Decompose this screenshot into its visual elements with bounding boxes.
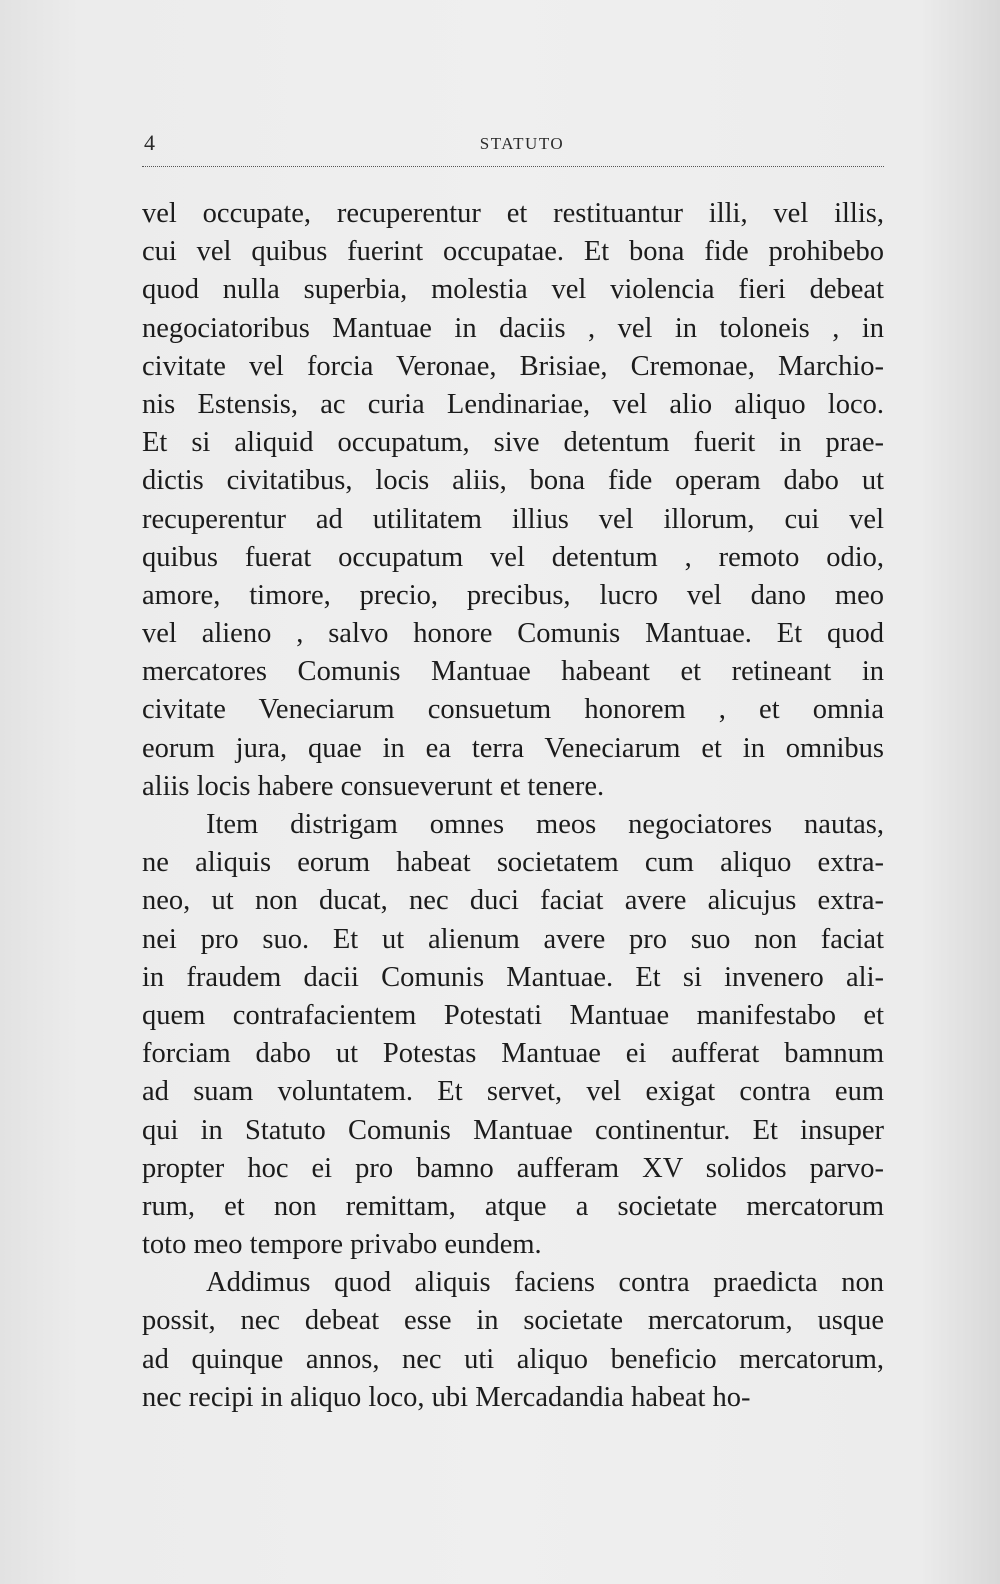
text-line: toto meo tempore privabo eundem. [142, 1229, 542, 1261]
text-line: Addimus quod aliquis faciens contra praedicta non [206, 1267, 884, 1299]
paragraph [142, 806, 884, 1264]
text-line: qui in Statuto Comunis Mantuae continentur. Et insuper [142, 1114, 884, 1146]
text-line: ad quinque annos, nec uti aliquo beneficio mercatorum, [142, 1343, 884, 1375]
text-line: recuperentur ad utilitatem illius vel illorum, cui vel [142, 503, 884, 535]
text-line: civitate vel forcia Veronae, Brisiae, Cremonae, Marchio- [142, 350, 884, 382]
text-line: quod nulla superbia, molestia vel violencia fieri debeat [142, 274, 884, 306]
header-rule [142, 166, 884, 167]
text-line: rum, et non remittam, atque a societate mercatorum [142, 1190, 884, 1222]
page-number: 4 [144, 130, 155, 155]
running-head [142, 130, 884, 162]
text-line: quem contrafacientem Potestati Mantuae manifestabo et [142, 999, 884, 1031]
body-text [142, 195, 884, 1417]
text-line: amore, timore, precio, precibus, lucro vel dano meo [142, 579, 884, 611]
text-line: dictis civitatibus, locis aliis, bona fide operam dabo ut [142, 465, 884, 497]
text-line: mercatores Comunis Mantuae habeant et retineant in [142, 656, 884, 688]
text-line: in fraudem dacii Comunis Mantuae. Et si invenero ali- [142, 961, 884, 993]
text-line: civitate Veneciarum consuetum honorem , et omnia [142, 694, 884, 726]
text-line: possit, nec debeat esse in societate mercatorum, usque [142, 1305, 884, 1337]
text-line: aliis locis habere consueverunt et tenere. [142, 770, 605, 802]
text-line: Item distrigam omnes meos negociatores nautas, [206, 809, 884, 840]
text-line: nis Estensis, ac curia Lendinariae, vel alio aliquo loco. [142, 388, 884, 420]
text-line: neo, ut non ducat, nec duci faciat avere alicujus extra- [142, 885, 884, 917]
text-line: ne aliquis eorum habeat societatem cum aliquo extra- [142, 847, 884, 879]
text-line: nei pro suo. Et ut alienum avere pro suo non faciat [142, 923, 884, 955]
text-line: negociatoribus Mantuae in daciis , vel in toloneis , in [142, 312, 884, 344]
running-title: STATUTO [479, 134, 565, 153]
text-line: ad suam voluntatem. Et servet, vel exigat contra eum [142, 1076, 884, 1108]
text-line: Et si aliquid occupatum, sive detentum fuerit in prae- [142, 427, 884, 459]
text-line: vel alieno , salvo honore Comunis Mantuae. Et quod [142, 618, 884, 650]
text-line: nec recipi in aliquo loco, ubi Mercadandia habeat ho- [142, 1381, 751, 1413]
text-line: propter hoc ei pro bamno aufferam XV solidos parvo- [142, 1152, 884, 1184]
paragraph [142, 195, 884, 806]
text-line: quibus fuerat occupatum vel detentum , remoto odio, [142, 541, 884, 573]
text-line: forciam dabo ut Potestas Mantuae ei aufferat bamnum [142, 1038, 884, 1070]
text-line: eorum jura, quae in ea terra Veneciarum et in omnibus [142, 732, 884, 764]
text-line: cui vel quibus fuerint occupatae. Et bona fide prohibebo [142, 236, 884, 268]
paragraph [142, 1264, 884, 1417]
text-line: vel occupate, recuperentur et restituantur illi, vel illis, [142, 198, 884, 229]
